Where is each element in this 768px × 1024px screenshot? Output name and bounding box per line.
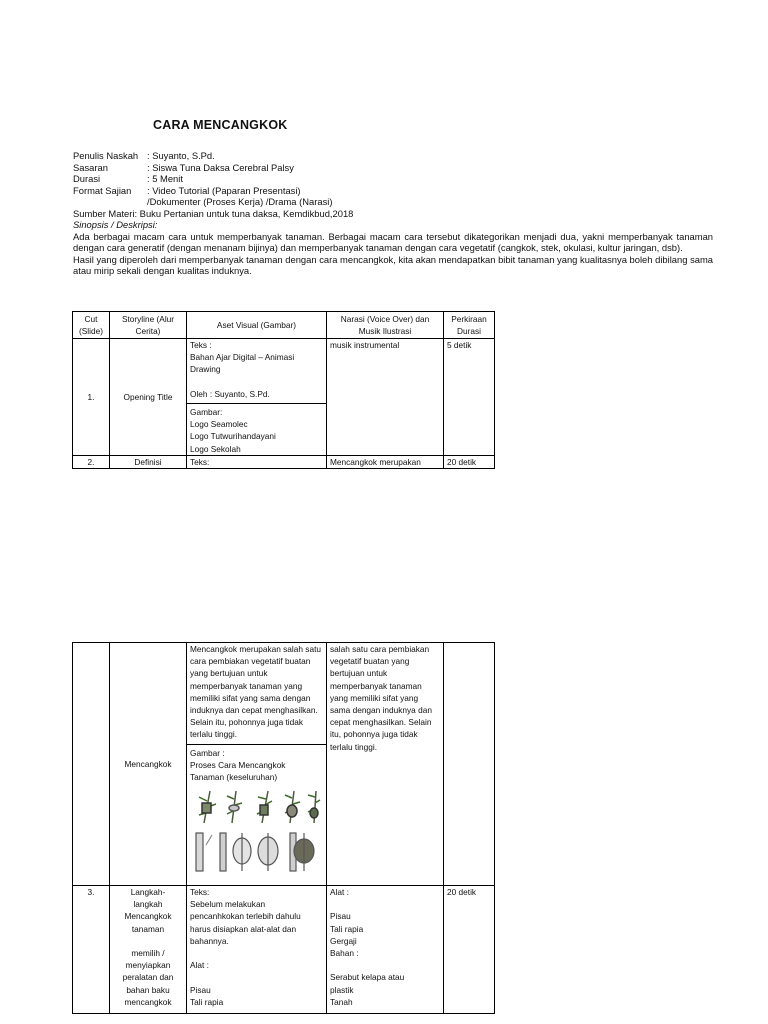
cell-durasi: 20 detik (444, 886, 495, 1014)
aset-gambar-section: Gambar: Logo Seamolec Logo Tutwurihandayani Logo Sekolah (187, 403, 326, 455)
table-row (73, 339, 495, 456)
step-top-2 (227, 791, 242, 823)
storyboard-table (72, 311, 495, 469)
cell-storyline: Langkah- langkah Mencangkok tanaman memilih / menyiapkan peralatan dan bahan baku mencangkok (110, 886, 187, 1014)
aset-text: Mencangkok merupakan salah satu cara pembiakan vegetatif buatan yang bertujuan untuk memperbanyak tanaman yang memiliki sifat yang sama dengan induknya dan cepat menghasilkan. Selain itu, pohonnya juga tidak terlalu tinggi. (190, 644, 321, 740)
cell-aset-visual (187, 643, 327, 886)
table-row (73, 643, 495, 886)
grafting-steps-image (190, 789, 322, 875)
step-top-4 (285, 791, 300, 823)
cell-durasi: 20 detik (444, 455, 495, 468)
sinopsis-paragraph-2: Hasil yang diperoleh dari memperbanyak tanaman dengan cara mencangkok, kita akan mendapatkan bibit tanaman yang kualitasnya boleh dibilang sama atau mirip sekali dengan kualitas induknya. (73, 253, 713, 276)
cell-durasi: 5 detik (444, 339, 495, 456)
cell-durasi (444, 643, 495, 886)
meta-row-penulis: Penulis Naskah : Suyanto, S.Pd. (73, 150, 215, 161)
cell-narasi: Alat : Pisau Tali rapia Gergaji Bahan : Serabut kelapa atau plastik Tanah (327, 886, 444, 1014)
cell-narasi: musik instrumental (327, 339, 444, 456)
header-durasi: Perkiraan Durasi (444, 312, 495, 339)
storyboard-table-continued (72, 642, 495, 1014)
cell-aset-visual: Teks : Bahan Ajar Digital – Animasi Drawing Oleh : Suyanto, S.Pd. Gambar: Logo Seamolec Logo Tutwurihandayani Logo Sekolah (187, 339, 327, 456)
cell-cut: 3. (73, 886, 110, 1014)
sinopsis-paragraph-1: Ada berbagai macam cara untuk memperbanyak tanaman. Berbagai macam cara tersebut dikategorikan menjadi dua, yakni memperbanyak tanaman dengan cara generatif (dengan menanam bijinya) dan memperbanyak tanaman dengan cara vegetatif (cangkok, stek, okulasi, kultur jaringan, dsb). (73, 230, 713, 253)
cell-aset-visual: Teks: (187, 455, 327, 468)
meta-row-sasaran: Sasaran : Siswa Tuna Daksa Cerebral Palsy (73, 161, 294, 173)
meta-row-durasi: Durasi : 5 Menit (73, 173, 183, 184)
step-top-1 (199, 791, 216, 823)
header-aset-visual: Aset Visual (Gambar) (187, 312, 327, 339)
cell-storyline: Mencangkok (110, 643, 187, 886)
cell-cut: 1. (73, 339, 110, 456)
step-top-5 (308, 791, 320, 823)
header-cut: Cut (Slide) (73, 312, 110, 339)
sumber-materi: Sumber Materi: Buku Pertanian untuk tuna daksa, Kemdikbud,2018 (73, 207, 354, 219)
meta-row-format-cont: /Dokumenter (Proses Kerja) /Drama (Narasi) (147, 196, 333, 207)
cell-narasi: Mencangkok merupakan (327, 455, 444, 468)
table-row (73, 886, 495, 1014)
header-narasi: Narasi (Voice Over) dan Musik Ilustrasi (327, 312, 444, 339)
cell-storyline: Definisi (110, 455, 187, 468)
cell-cut: 2. (73, 455, 110, 468)
document-metadata (73, 150, 713, 277)
step-bottom-row (196, 833, 314, 871)
cell-aset-visual: Teks: Sebelum melakukan pencanhkokan terlebih dahulu harus disiapkan alat-alat dan bahannya. Alat : Pisau Tali rapia (187, 886, 327, 1014)
sinopsis-body (73, 231, 713, 277)
cell-cut (73, 643, 110, 886)
cell-storyline: Opening Title (110, 339, 187, 456)
aset-gambar-section: Gambar : Proses Cara Mencangkok Tanaman (keseluruhan) (187, 744, 326, 876)
header-storyline: Storyline (Alur Cerita) (110, 312, 187, 339)
sinopsis-heading: Sinopsis / Deskripsi: (73, 219, 158, 230)
table-row (73, 455, 495, 468)
cell-narasi: salah satu cara pembiakan vegetatif buatan yang bertujuan untuk memperbanyak tanaman yang memiliki sifat yang sama dengan induknya dan cepat menghasilkan. Selain itu, pohonnya juga tidak terlalu tinggi. (327, 643, 444, 886)
mencangkok-process-illustration (190, 789, 323, 875)
meta-row-format: Format Sajian : Video Tutorial (Paparan Presentasi) (73, 184, 301, 196)
document-title: CARA MENCANGKOK (153, 118, 288, 132)
step-top-3 (257, 791, 272, 823)
table-header-row (73, 312, 495, 339)
